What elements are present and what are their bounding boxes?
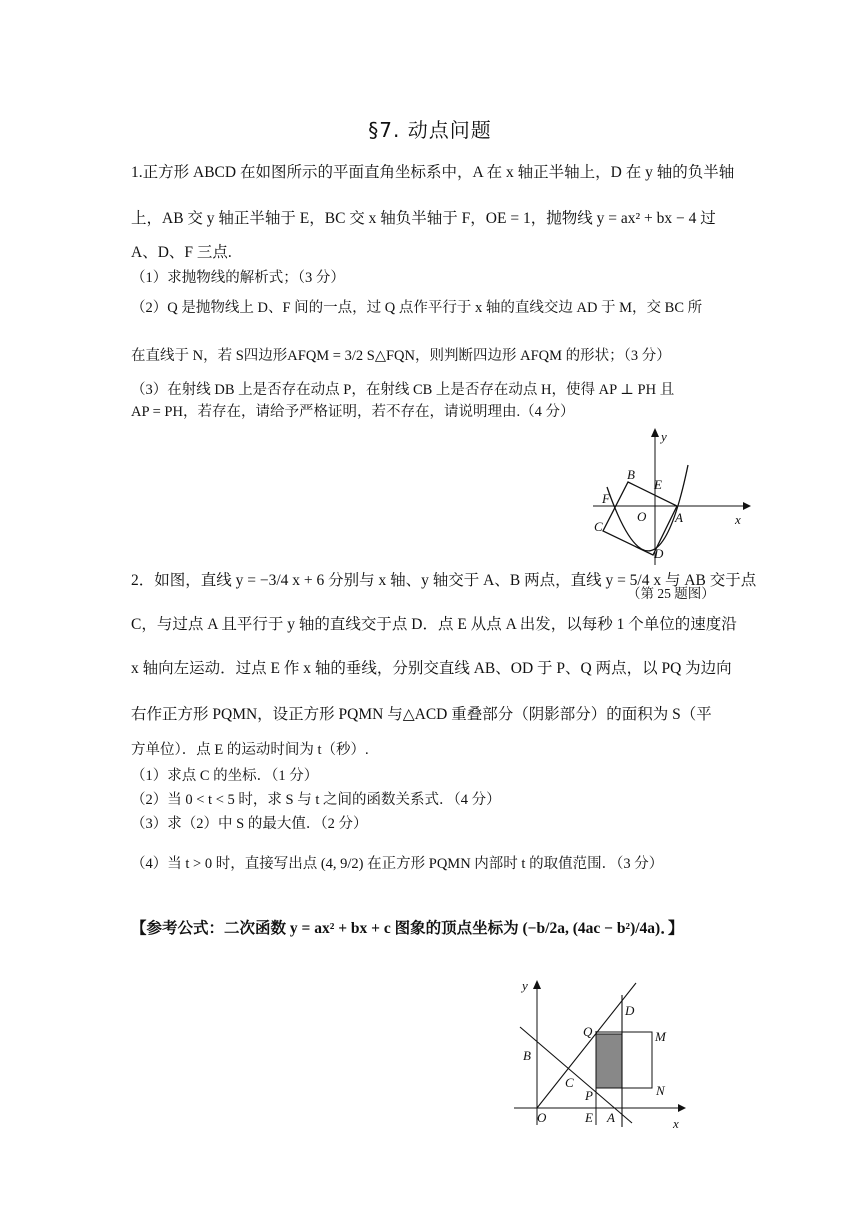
problem2-line2: C，与过点 A 且平行于 y 轴的直线交于点 D．点 E 从点 A 出发，以每秒 1 个单位的速度沿 [131,616,737,633]
problem1-question3-line2: AP = PH，若存在，请给予严格证明，若不存在，请说明理由.（4 分） [131,404,575,420]
problem1-question1: （1）求抛物线的解析式；（3 分） [131,270,345,286]
problem1-question3-line1: （3）在射线 DB 上是否存在动点 P，在射线 CB 上是否存在动点 H，使得 AP ⊥ PH 且 [131,382,675,398]
problem2-line4: 右作正方形 PQMN，设正方形 PQMN 与△ACD 重叠部分（阴影部分）的面积为 S（平 [131,706,712,723]
fig2-label-q: Q [583,1024,593,1039]
problem1-question2-line1: （2）Q 是抛物线上 D、F 间的一点，过 Q 点作平行于 x 轴的直线交边 AD 于 M，交 BC 所 [131,300,703,316]
problem2-line3: x 轴向左运动．过点 E 作 x 轴的垂线，分别交直线 AB、OD 于 P、Q 两点，以 PQ 为边向 [131,660,732,677]
reference-formula: 【参考公式：二次函数 y = ax² + bx + c 图象的顶点坐标为 (−b/2a, (4ac − b²)/4a)．】 [131,920,684,937]
fig2-label-a: A [607,1110,615,1125]
problem2-line1: 2．如图，直线 y = −3/4 x + 6 分别与 x 轴、y 轴交于 A、B 两点，直线 y = 5/4 x 与 AB 交于点 [131,572,757,589]
problem2-question3: （3）求（2）中 S 的最大值．（2 分） [131,816,368,832]
fig2-label-c: C [565,1075,574,1090]
problem2-question2: （2）当 0 < t < 5 时，求 S 与 t 之间的函数关系式．（4 分） [131,792,501,808]
fig2-label-o: O [537,1110,547,1125]
fig1-label-a: A [675,510,683,525]
fig2-label-m: M [655,1029,666,1044]
figure-2-lines-square [500,975,700,1135]
problem1-question2-line2: 在直线于 N，若 S四边形AFQM = 3/2 S△FQN，则判断四边形 AFQM 的形状；（3 分） [131,348,671,364]
fig2-label-b: B [523,1048,531,1063]
fig1-label-d: D [654,546,664,561]
fig2-label-p: P [585,1088,593,1103]
fig1-label-y: y [661,429,667,444]
figure-1-caption: （第 25 题图） [627,586,715,601]
fig1-label-c: C [594,519,603,534]
problem2-line5: 方单位）．点 E 的运动时间为 t（秒）. [131,742,369,758]
fig2-label-d: D [625,1003,635,1018]
fig1-label-x: x [735,512,741,527]
problem1-line3: A、D、F 三点. [131,244,232,261]
page-title: §7. 动点问题 [368,118,492,142]
fig2-label-n: N [656,1083,665,1098]
figure-1-square-parabola [585,425,755,575]
fig1-label-o: O [637,509,647,524]
fig1-label-e: E [654,477,662,492]
fig2-label-x: x [673,1116,679,1131]
problem2-question4: （4）当 t > 0 时，直接写出点 (4, 9/2) 在正方形 PQMN 内部时 t 的取值范围．（3 分） [131,856,664,872]
fig1-label-f: F [602,491,610,506]
fig2-label-y: y [522,978,528,993]
problem1-line1: 1.正方形 ABCD 在如图所示的平面直角坐标系中，A 在 x 轴正半轴上，D 在 y 轴的负半轴 [131,164,735,181]
problem2-question1: （1）求点 C 的坐标．（1 分） [131,768,319,784]
fig1-label-b: B [627,467,635,482]
problem1-line2: 上，AB 交 y 轴正半轴于 E，BC 交 x 轴负半轴于 F，OE = 1，抛物线 y = ax² + bx − 4 过 [131,210,716,227]
fig2-label-e: E [585,1110,593,1125]
